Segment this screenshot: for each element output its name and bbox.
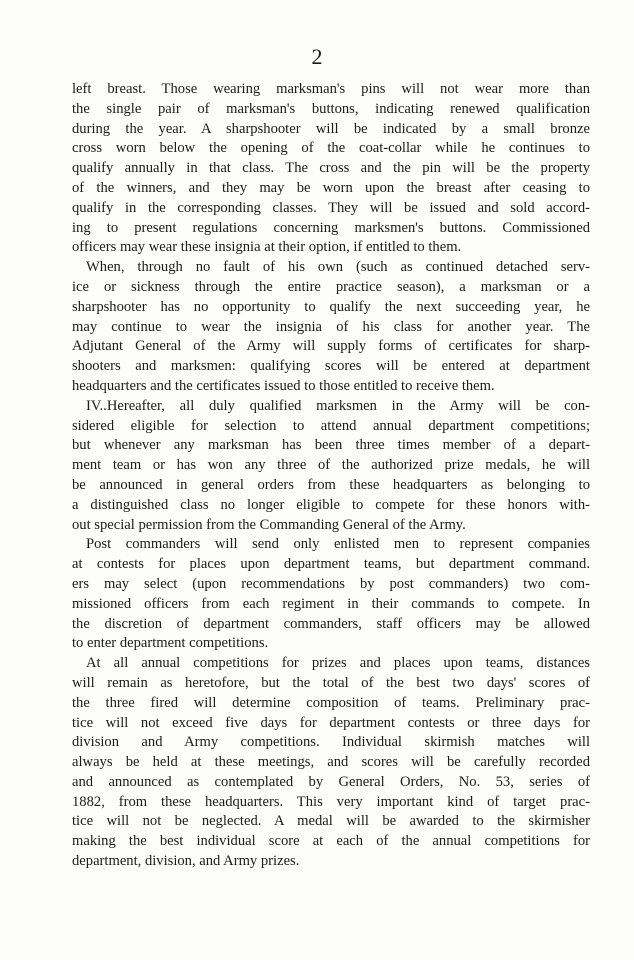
text-line: at contests for places upon department teams, but department command. (72, 556, 590, 573)
text-line: the three fired will determine composition of teams. Preliminary prac- (72, 694, 590, 711)
text-line: When, through no fault of his own (such as continued detached serv- (86, 259, 590, 276)
text-line: ice or sickness through the entire practice season), a marksman or a (72, 278, 590, 295)
text-line: ment team or has won any three of the authorized prize medals, he will (72, 457, 590, 474)
text-line: qualify in the corresponding classes. They will be issued and sold accord- (72, 199, 590, 216)
text-line: to enter department competitions. (72, 635, 269, 652)
page-number: 2 (311, 44, 323, 69)
text-line: during the year. A sharpshooter will be indicated by a small bronze (72, 120, 590, 137)
text-line: will remain as heretofore, but the total of the best two days' scores of (72, 674, 590, 691)
text-line: tice will not exceed five days for department contests or three days for (72, 714, 590, 731)
text-line: out special permission from the Commanding General of the Army. (72, 516, 466, 533)
text-line: Post commanders will send only enlisted men to represent companies (86, 536, 590, 553)
text-line: ers may select (upon recommendations by post commanders) two com- (72, 575, 590, 592)
text-line: tice will not be neglected. A medal will be awarded to the skirmisher (72, 813, 590, 830)
text-line: Adjutant General of the Army will supply forms of certificates for sharp- (72, 338, 590, 355)
text-line: sharpshooter has no opportunity to qualify the next succeeding year, he (72, 298, 590, 315)
text-line: a distinguished class no longer eligible to compete for these honors with- (72, 496, 590, 513)
text-line: the discretion of department commanders, staff officers may be allowed (72, 615, 590, 632)
body-text (72, 80, 590, 872)
text-line: shooters and marksmen: qualifying scores will be entered at department (72, 358, 590, 375)
text-line: left breast. Those wearing marksman's pins will not wear more than (72, 81, 590, 97)
text-line: and announced as contemplated by General Orders, No. 53, series of (72, 773, 590, 790)
text-line: division and Army competitions. Individual skirmish matches will (72, 734, 590, 751)
text-line: the single pair of marksman's buttons, indicating renewed qualification (72, 100, 590, 117)
text-line: IV..Hereafter, all duly qualified marksmen in the Army will be con- (86, 397, 590, 414)
text-line: be announced in general orders from these headquarters as belonging to (72, 476, 590, 493)
text-line: officers may wear these insignia at their option, if entitled to them. (72, 239, 462, 256)
text-line: qualify annually in that class. The cross and the pin will be the property (72, 160, 590, 177)
text-line: always be held at these meetings, and scores will be carefully recorded (72, 754, 590, 771)
text-line: but whenever any marksman has been three times member of a depart- (72, 437, 590, 454)
text-line: 1882, from these headquarters. This very important kind of target prac- (72, 793, 590, 810)
text-line: department, division, and Army prizes. (72, 853, 300, 870)
text-line: missioned officers from each regiment in their commands to compete. In (72, 595, 590, 612)
text-line: sidered eligible for selection to attend annual department competitions; (72, 417, 590, 434)
text-line: making the best individual score at each of the annual competitions for (72, 833, 590, 850)
text-line: may continue to wear the insignia of his class for another year. The (72, 318, 590, 335)
text-line: of the winners, and they may be worn upon the breast after ceasing to (72, 179, 590, 196)
text-line: cross worn below the opening of the coat-collar while he continues to (72, 140, 590, 157)
text-line: At all annual competitions for prizes and places upon teams, distances (86, 655, 590, 672)
text-line: headquarters and the certificates issued to those entitled to receive them. (72, 377, 495, 394)
text-line: ing to present regulations concerning marksmen's buttons. Commissioned (72, 219, 590, 236)
